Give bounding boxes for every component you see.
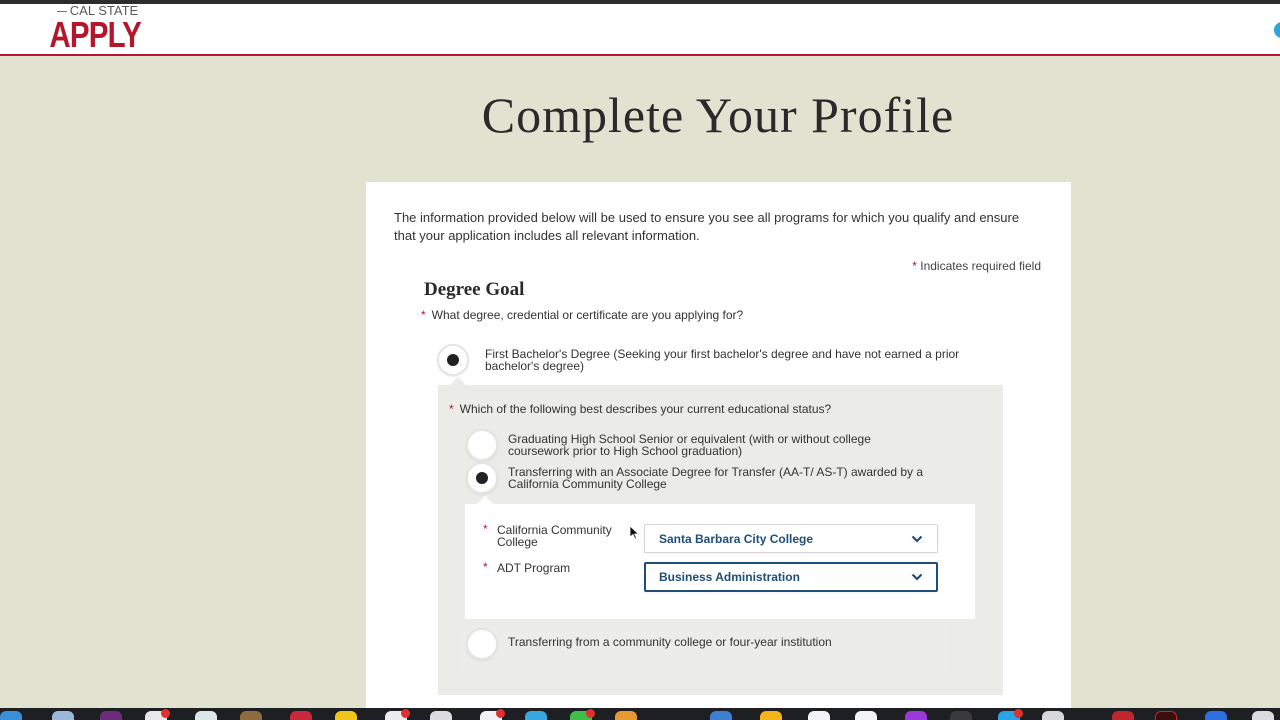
help-icon[interactable]: [1274, 22, 1280, 38]
option-label-transfer-other: Transferring from a community college or four-year institution: [508, 635, 832, 649]
field-label-community-college: * California Community College: [483, 522, 612, 549]
app-icon[interactable]: [1205, 711, 1227, 720]
chrome-icon[interactable]: [480, 711, 502, 720]
educational-status-panel: [438, 385, 1003, 695]
app-icon[interactable]: [855, 711, 877, 720]
notes-icon[interactable]: [335, 711, 357, 720]
app-icon[interactable]: [195, 711, 217, 720]
question-educational-status: [449, 402, 831, 416]
mail-icon[interactable]: [385, 711, 407, 720]
notification-badge: [1014, 709, 1023, 718]
app-icon[interactable]: [1252, 711, 1274, 720]
chevron-down-icon: [911, 571, 923, 583]
page-title: Complete Your Profile: [481, 87, 955, 143]
radio-transfer-other[interactable]: [466, 628, 498, 660]
section-title-degree-goal: Degree Goal: [424, 279, 525, 300]
app-icon[interactable]: [1112, 711, 1134, 720]
notification-badge: [496, 709, 505, 718]
adt-details-panel: [465, 504, 975, 619]
option-row-transfer-other: [458, 625, 948, 673]
required-star: *: [483, 522, 488, 536]
app-icon[interactable]: [240, 711, 262, 720]
required-star: *: [483, 560, 488, 574]
radio-adt-transfer[interactable]: [466, 462, 498, 494]
notification-badge: [401, 709, 410, 718]
mouse-cursor-icon: [630, 526, 640, 540]
required-star: *: [912, 259, 917, 273]
radio-high-school-senior[interactable]: [466, 429, 498, 461]
notification-badge: [586, 709, 595, 718]
required-star: *: [421, 308, 426, 322]
radio-first-bachelors[interactable]: [437, 344, 469, 376]
macos-dock: [0, 708, 1280, 720]
community-college-value: Santa Barbara City College: [659, 532, 814, 546]
option-label-first-bachelors: First Bachelor's Degree (Seeking your first bachelor's degree and have not earned a prior bachelor's degree): [485, 347, 960, 373]
safari-icon[interactable]: [52, 711, 74, 720]
option-label-high-school-senior: Graduating High School Senior or equivalent (with or without college coursework prior to High School graduation): [508, 432, 871, 458]
app-icon[interactable]: [290, 711, 312, 720]
app-icon[interactable]: [1155, 711, 1177, 720]
profile-form-card: [366, 182, 1071, 712]
cal-state-apply-logo[interactable]: [48, 4, 144, 56]
question-label: Which of the following best describes your current educational status?: [459, 402, 832, 416]
app-icon[interactable]: [615, 711, 637, 720]
finder-icon[interactable]: [0, 711, 22, 720]
site-header: [0, 4, 1280, 56]
messages-icon[interactable]: [570, 711, 592, 720]
adt-program-value: Business Administration: [659, 570, 800, 584]
question-degree-type: [421, 308, 743, 322]
app-icon[interactable]: [710, 711, 732, 720]
question-label: What degree, credential or certificate are you applying for?: [431, 308, 744, 322]
option-label-adt-transfer: Transferring with an Associate Degree for Transfer (AA-T/ AS-T) awarded by a California Community College: [508, 465, 924, 491]
calendar-icon[interactable]: [145, 711, 167, 720]
app-icon[interactable]: [100, 711, 122, 720]
required-star: *: [449, 402, 454, 416]
adt-program-select[interactable]: [644, 562, 938, 592]
app-icon[interactable]: [1042, 711, 1064, 720]
required-note-text: Indicates required field: [920, 259, 1041, 273]
intro-text: The information provided below will be used to ensure you see all programs for which you qualify and ensure that your application includes all relevant information.: [394, 210, 1020, 243]
chevron-down-icon: [911, 533, 923, 545]
app-icon[interactable]: [998, 711, 1020, 720]
required-field-note: [912, 259, 1041, 273]
app-icon[interactable]: [760, 711, 782, 720]
logo-top-text: CAL STATE: [48, 4, 144, 32]
community-college-select[interactable]: [644, 524, 938, 553]
notification-badge: [161, 709, 170, 718]
logo-main-text: APPLY: [49, 14, 141, 55]
app-icon[interactable]: [808, 711, 830, 720]
field-label-adt-program: * ADT Program: [483, 560, 571, 575]
app-icon[interactable]: [525, 711, 547, 720]
app-icon[interactable]: [430, 711, 452, 720]
app-icon[interactable]: [905, 711, 927, 720]
app-icon[interactable]: [950, 711, 972, 720]
